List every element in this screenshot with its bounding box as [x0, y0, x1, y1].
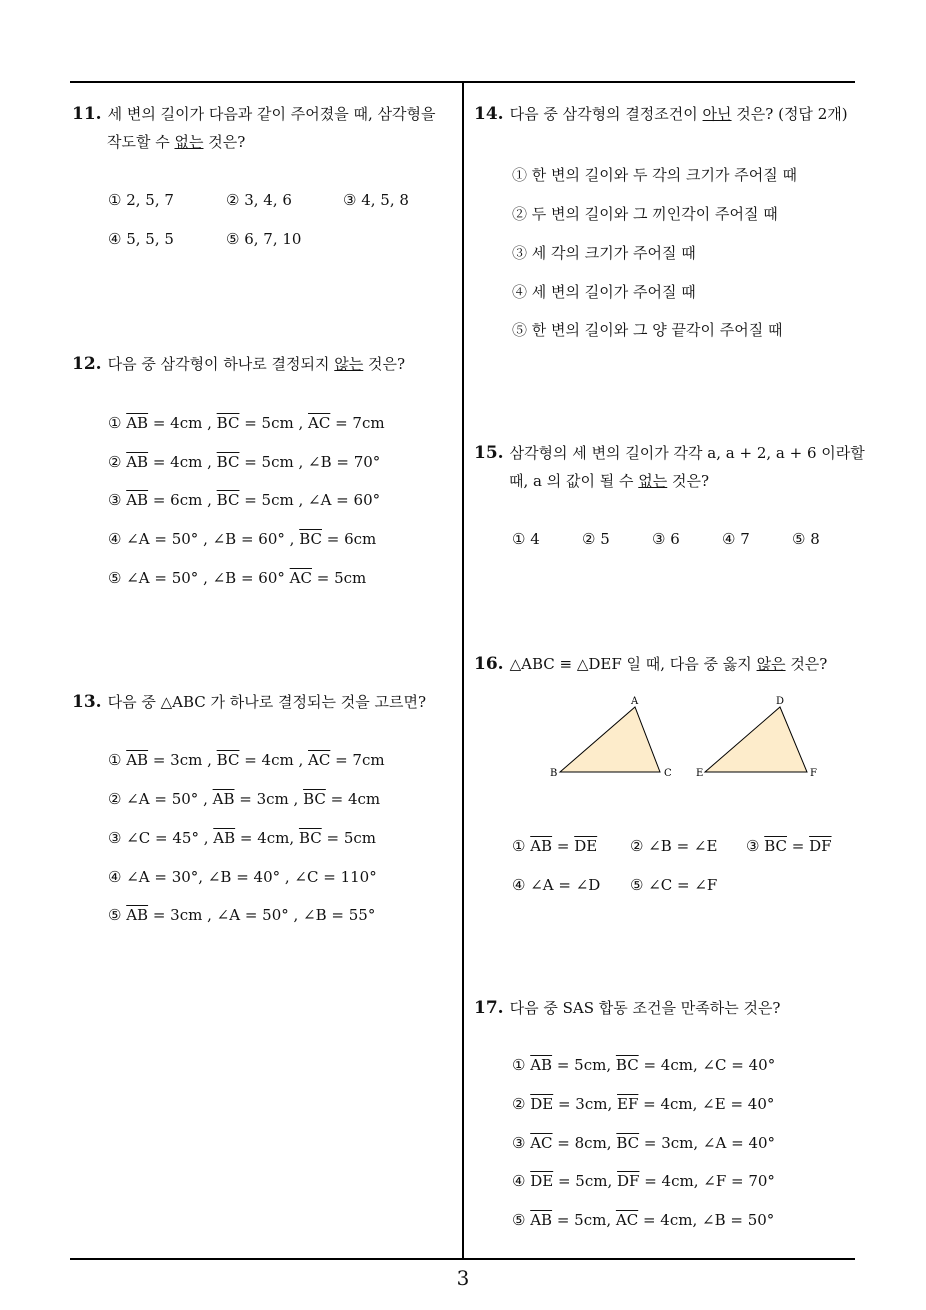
option-4[interactable]: ④ 세 변의 길이가 주어질 때	[512, 283, 696, 301]
option-text: ①	[512, 837, 531, 855]
option-4[interactable]	[512, 1172, 775, 1190]
question-text: 것은?	[667, 472, 710, 490]
question-17	[474, 994, 780, 1022]
option-text: = 4cm, ∠C = 40°	[638, 1056, 776, 1074]
question-12	[72, 350, 405, 378]
question-emphasis: 않은	[756, 655, 786, 673]
segment-name: $\overline{BC}$	[216, 751, 240, 769]
option-3[interactable]: ③ 4, 5, 8	[343, 191, 409, 209]
segment-name: $\overline{BC}$	[303, 790, 326, 808]
segment-name: $\overline{DE}$	[530, 1172, 554, 1190]
option-3[interactable]	[746, 837, 832, 855]
question-number: 11.	[72, 104, 102, 124]
segment-name: $\overline{AB}$	[213, 829, 236, 847]
vertex-label-d: D	[776, 696, 785, 707]
question-number: 12.	[72, 354, 102, 374]
option-text: = 5cm,	[552, 1056, 616, 1074]
option-text: ④ ∠A = ∠D	[512, 876, 601, 894]
option-4[interactable]	[512, 876, 600, 894]
option-text: = 4cm, ∠F = 70°	[639, 1172, 775, 1190]
question-text: 것은?	[203, 133, 246, 151]
option-3[interactable]	[108, 829, 376, 847]
option-text: = 3cm ,	[234, 790, 304, 808]
question-emphasis: 없는	[638, 472, 668, 490]
option-3[interactable]	[512, 1134, 775, 1152]
option-text: ⑤ ∠C = ∠F	[630, 876, 718, 894]
option-text: = 3cm,	[553, 1095, 618, 1113]
option-1[interactable]: ① 4	[512, 530, 540, 548]
segment-name: $\overline{BC}$	[298, 829, 322, 847]
vertex-label-a: A	[631, 696, 639, 707]
option-1[interactable]	[512, 837, 597, 855]
option-2[interactable]: ② 두 변의 길이와 그 끼인각이 주어질 때	[512, 205, 778, 223]
option-text: ③	[746, 837, 765, 855]
option-2[interactable]: ② 3, 4, 6	[226, 191, 292, 209]
option-text: = 5cm	[311, 569, 367, 587]
option-text: ④ ∠A = 30°, ∠B = 40° , ∠C = 110°	[108, 868, 377, 886]
option-text: = 5cm , ∠A = 60°	[239, 491, 381, 509]
option-text: ③	[512, 1134, 531, 1152]
option-2[interactable]	[512, 1095, 774, 1113]
question-text: 삼각형의 세 변의 길이가 각각 a, a + 2, a + 6 이라할	[509, 444, 865, 462]
segment-name: $\overline{DF}$	[617, 1172, 640, 1190]
option-text: = 7cm	[330, 414, 385, 432]
option-5[interactable]	[630, 876, 717, 894]
option-1[interactable]: ① 한 변의 길이와 두 각의 크기가 주어질 때	[512, 166, 797, 184]
option-4[interactable]	[108, 868, 377, 886]
option-text: ②	[108, 453, 127, 471]
option-5[interactable]	[108, 906, 375, 924]
option-text: = 5cm ,	[239, 414, 309, 432]
segment-name: $\overline{BC}$	[216, 414, 240, 432]
question-text: △ABC ≡ △DEF 일 때, 다음 중 옳지	[509, 655, 757, 673]
option-text: = 4cm ,	[148, 414, 217, 432]
option-text: =	[552, 837, 575, 855]
option-text: = 6cm ,	[148, 491, 217, 509]
segment-name: $\overline{BC}$	[216, 453, 240, 471]
question-text: 것은?	[785, 655, 828, 673]
option-3[interactable]	[108, 491, 380, 509]
option-text: = 3cm ,	[148, 751, 217, 769]
question-13	[72, 688, 426, 716]
vertex-label-f: F	[810, 768, 817, 779]
option-text: ③ ∠C = 45° ,	[108, 829, 214, 847]
option-2[interactable]: ② 5	[582, 530, 610, 548]
segment-name: $\overline{AB}$	[126, 906, 149, 924]
triangle-abc	[560, 707, 660, 772]
option-text: = 4cm,	[235, 829, 299, 847]
option-2[interactable]	[630, 837, 717, 855]
option-text: = 4cm	[325, 790, 381, 808]
segment-name: $\overline{AC}$	[289, 569, 312, 587]
option-5[interactable]: ⑤ 한 변의 길이와 그 양 끝각이 주어질 때	[512, 321, 783, 339]
segment-name: $\overline{DF}$	[809, 837, 832, 855]
option-text: ⑤	[108, 906, 127, 924]
option-2[interactable]	[108, 790, 380, 808]
segment-name: $\overline{AB}$	[126, 491, 149, 509]
option-text: ①	[108, 414, 127, 432]
option-text: = 5cm,	[552, 1211, 616, 1229]
question-14	[474, 100, 848, 128]
vertex-label-b: B	[550, 768, 558, 779]
page-number: 3	[456, 1266, 470, 1290]
question-number: 15.	[474, 443, 504, 463]
question-text: 때, a 의 값이 될 수	[509, 472, 639, 490]
segment-name: $\overline{BC}$	[216, 491, 240, 509]
segment-name: $\overline{AB}$	[530, 837, 553, 855]
question-text: 세 변의 길이가 다음과 같이 주어졌을 때, 삼각형을	[107, 105, 436, 123]
option-text: ② ∠B = ∠E	[630, 837, 718, 855]
option-1[interactable]	[512, 1056, 775, 1074]
option-4[interactable]: ④ 5, 5, 5	[108, 230, 174, 248]
question-emphasis: 없는	[174, 133, 204, 151]
option-text: ①	[108, 751, 127, 769]
option-text: = 3cm , ∠A = 50° , ∠B = 55°	[148, 906, 376, 924]
segment-name: $\overline{AC}$	[530, 1134, 553, 1152]
option-text: = 5cm	[321, 829, 376, 847]
question-emphasis: 않는	[334, 355, 364, 373]
option-text: = 4cm, ∠B = 50°	[638, 1211, 775, 1229]
option-text: =	[787, 837, 810, 855]
question-text: 작도할 수	[107, 133, 175, 151]
option-4[interactable]: ④ 7	[722, 530, 750, 548]
option-text: = 5cm , ∠B = 70°	[239, 453, 381, 471]
option-5[interactable]	[512, 1211, 774, 1229]
option-text: ③	[108, 491, 127, 509]
option-1[interactable]	[108, 414, 385, 432]
question-text: 것은?	[363, 355, 406, 373]
vertex-label-e: E	[696, 768, 704, 779]
congruent-triangles-figure	[540, 692, 830, 787]
question-text: 것은? (정답 2개)	[731, 105, 848, 123]
option-5[interactable]	[108, 569, 366, 587]
segment-name: $\overline{AB}$	[126, 751, 149, 769]
option-text: ④ ∠A = 50° , ∠B = 60° ,	[108, 530, 300, 548]
question-text: 다음 중 △ABC 가 하나로 결정되는 것을 고르면?	[107, 693, 426, 711]
option-text: ② ∠A = 50° ,	[108, 790, 213, 808]
segment-name: $\overline{AB}$	[530, 1211, 553, 1229]
option-1[interactable]	[108, 751, 385, 769]
vertex-label-c: C	[664, 768, 672, 779]
option-text: = 5cm,	[553, 1172, 618, 1190]
option-text: = 4cm, ∠E = 40°	[638, 1095, 775, 1113]
triangle-def	[705, 707, 807, 772]
segment-name: $\overline{BC}$	[616, 1134, 640, 1152]
segment-name: $\overline{AB}$	[530, 1056, 553, 1074]
option-3[interactable]: ③ 세 각의 크기가 주어질 때	[512, 244, 696, 262]
option-text: = 7cm	[330, 751, 385, 769]
question-number: 14.	[474, 104, 504, 124]
bottom-rule	[70, 1258, 855, 1260]
option-1[interactable]: ① 2, 5, 7	[108, 191, 174, 209]
segment-name: $\overline{BC}$	[764, 837, 787, 855]
option-text: = 6cm	[321, 530, 377, 548]
segment-name: $\overline{DE}$	[530, 1095, 554, 1113]
option-text: = 4cm ,	[148, 453, 217, 471]
option-text: = 4cm ,	[239, 751, 309, 769]
segment-name: $\overline{EF}$	[617, 1095, 639, 1113]
segment-name: $\overline{BC}$	[615, 1056, 639, 1074]
option-text: ④	[512, 1172, 531, 1190]
question-number: 13.	[72, 692, 102, 712]
question-text: 다음 중 SAS 합동 조건을 만족하는 것은?	[509, 999, 781, 1017]
segment-name: $\overline{AB}$	[212, 790, 235, 808]
option-5[interactable]: ⑤ 8	[792, 530, 820, 548]
segment-name: $\overline{AB}$	[126, 453, 149, 471]
segment-name: $\overline{AB}$	[126, 414, 149, 432]
column-divider	[462, 81, 464, 1259]
option-2[interactable]	[108, 453, 380, 471]
segment-name: $\overline{AC}$	[615, 1211, 639, 1229]
segment-name: $\overline{BC}$	[299, 530, 322, 548]
option-text: = 8cm,	[552, 1134, 617, 1152]
segment-name: $\overline{AC}$	[308, 751, 331, 769]
option-text: ①	[512, 1056, 531, 1074]
option-4[interactable]	[108, 530, 376, 548]
question-text: 다음 중 삼각형의 결정조건이	[509, 105, 703, 123]
option-text: ②	[512, 1095, 531, 1113]
question-emphasis: 아닌	[702, 105, 732, 123]
question-number: 17.	[474, 998, 504, 1018]
question-16	[474, 650, 827, 678]
option-text: = 3cm, ∠A = 40°	[639, 1134, 776, 1152]
option-3[interactable]: ③ 6	[652, 530, 680, 548]
question-text: 다음 중 삼각형이 하나로 결정되지	[107, 355, 335, 373]
segment-name: $\overline{DE}$	[574, 837, 598, 855]
question-number: 16.	[474, 654, 504, 674]
option-5[interactable]: ⑤ 6, 7, 10	[226, 230, 302, 248]
option-text: ⑤ ∠A = 50° , ∠B = 60°	[108, 569, 290, 587]
option-text: ⑤	[512, 1211, 531, 1229]
segment-name: $\overline{AC}$	[308, 414, 331, 432]
